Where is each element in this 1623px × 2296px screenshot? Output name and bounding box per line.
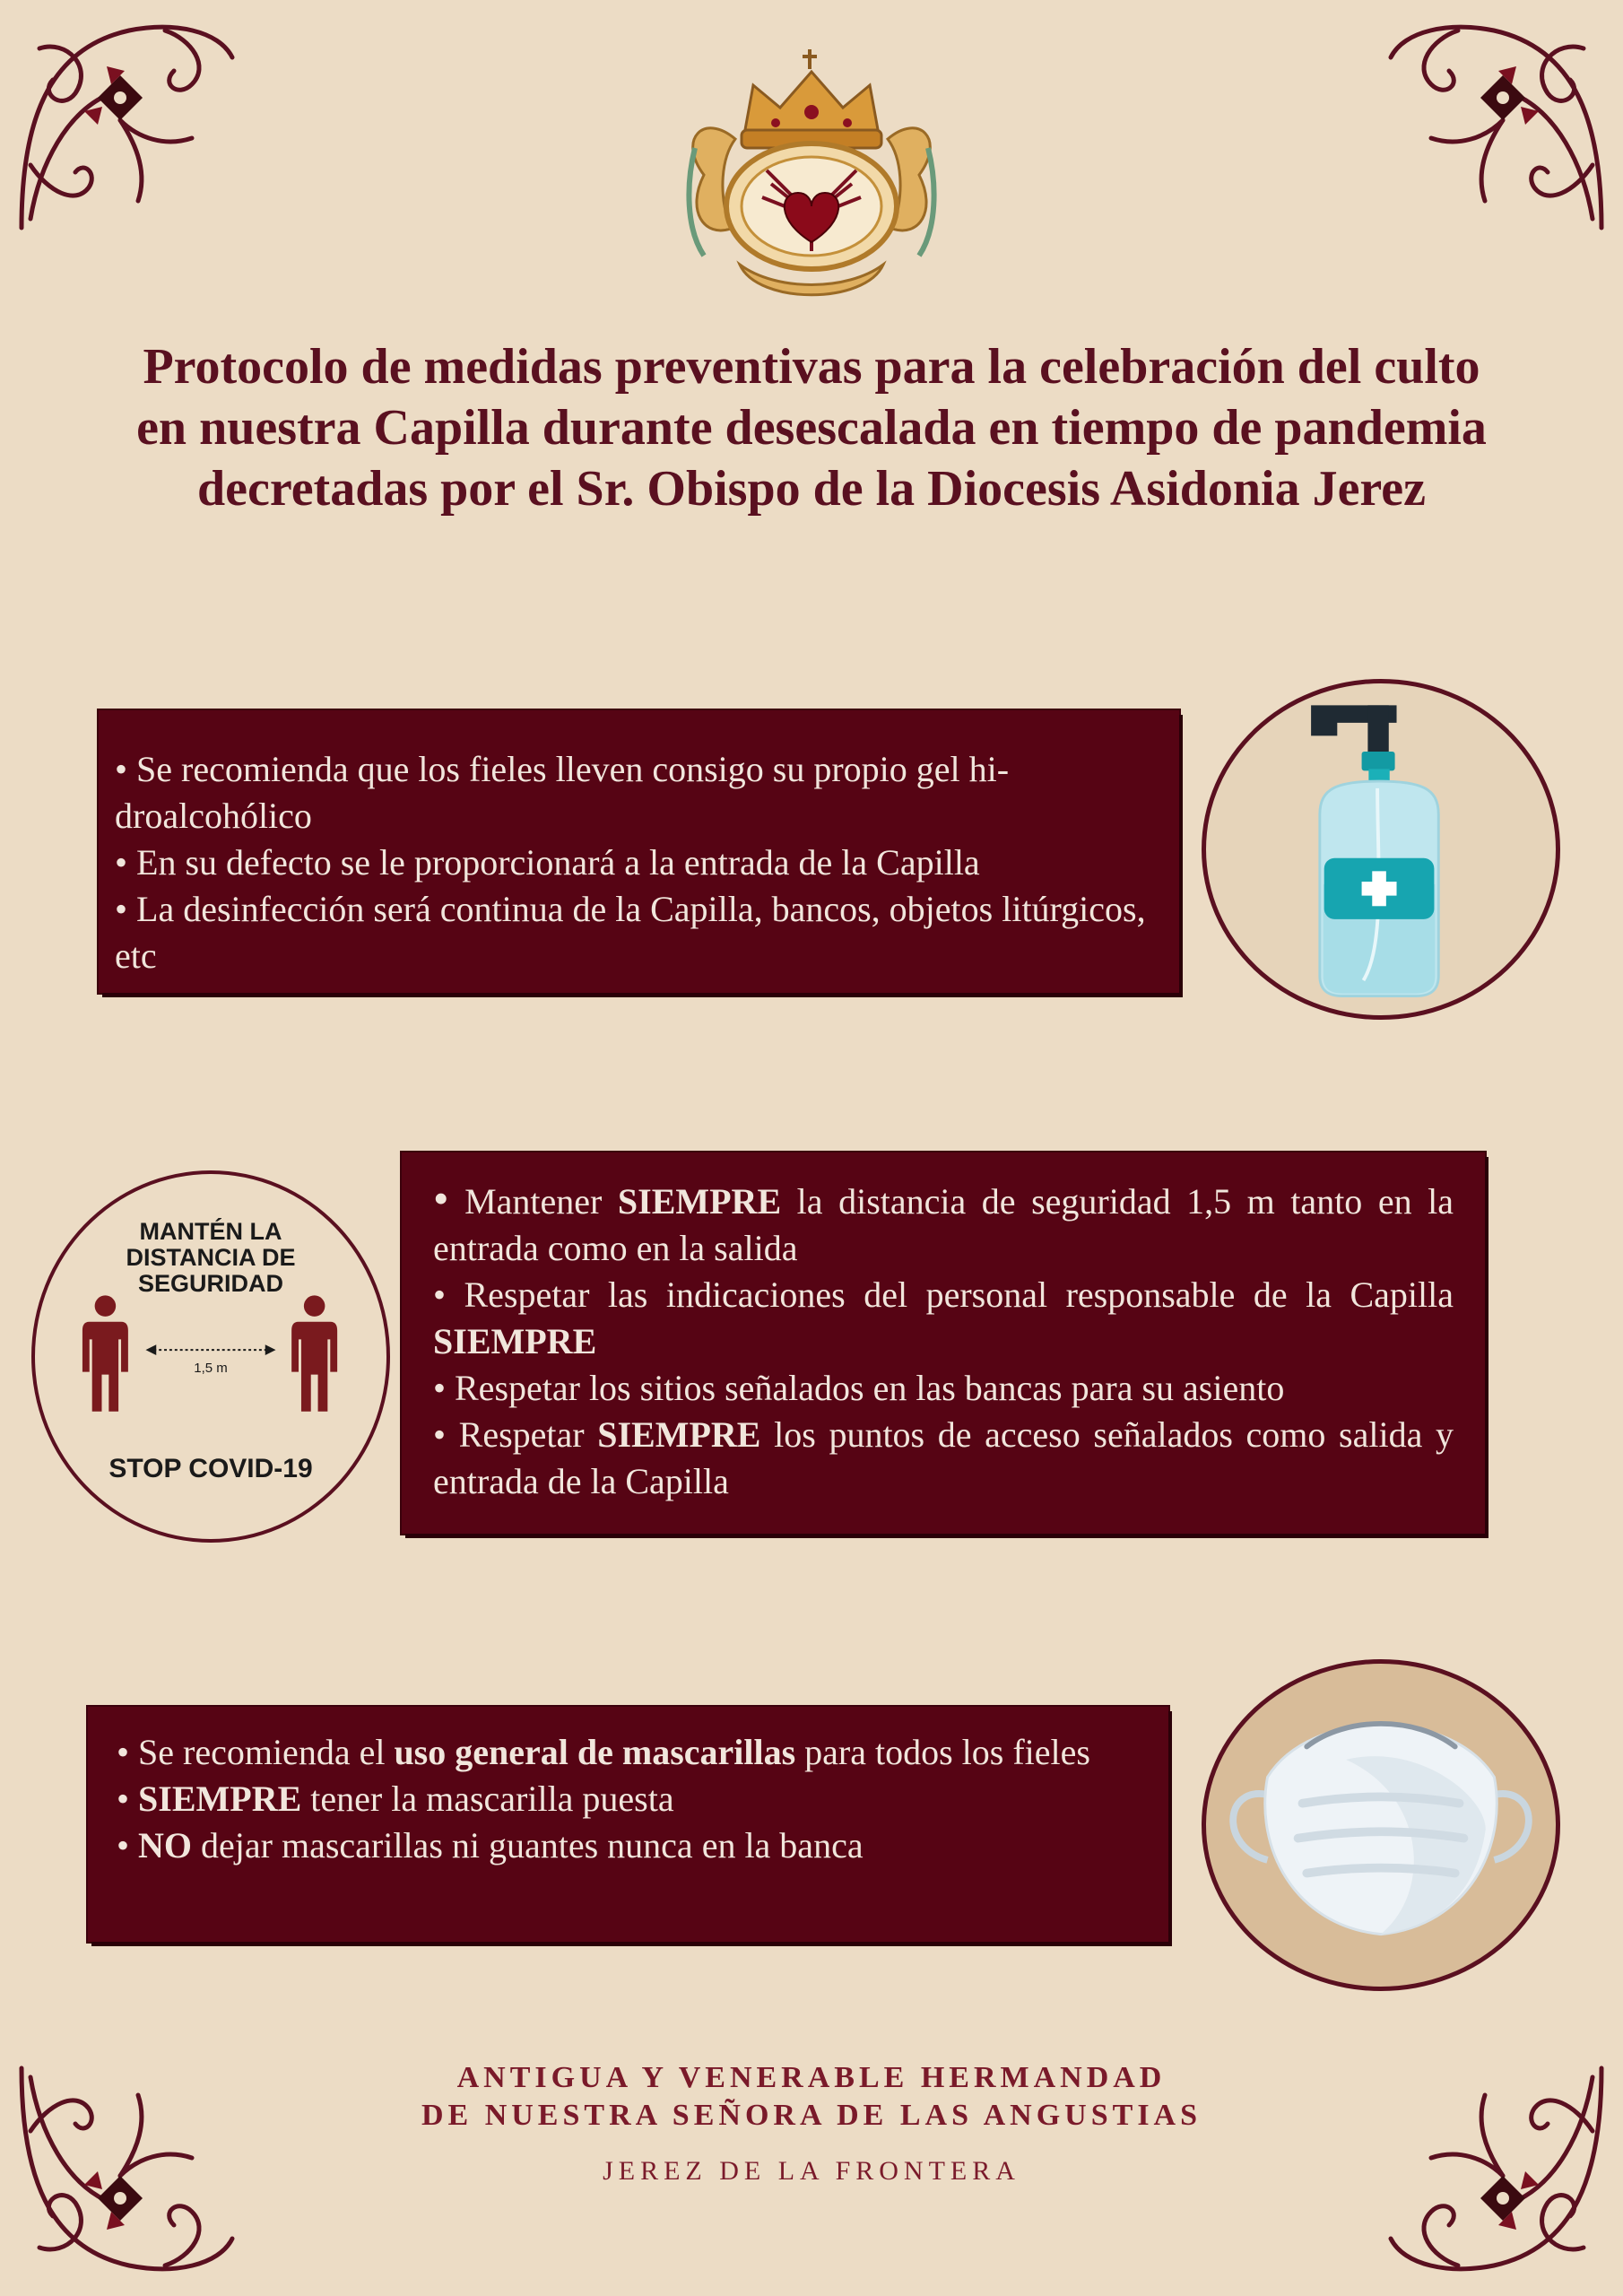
text-segment: los puntos de acceso señalados como salida y entrada de la Capilla bbox=[433, 1414, 1454, 1501]
ornament-icon bbox=[1377, 2050, 1610, 2283]
emphasis: uso general de mascarillas bbox=[394, 1732, 796, 1772]
page-title bbox=[27, 336, 1596, 519]
list-item: • Mantener SIEMPRE la distancia de seguridad 1,5 m tanto en la entrada como en la salida bbox=[433, 1173, 1454, 1268]
list-item: • Respetar los sitios señalados en las bancas para su asiento bbox=[433, 1368, 1285, 1408]
bullet: • bbox=[117, 1779, 139, 1819]
title-line: decretadas por el Sr. Obispo de la Diocesis Asidonia Jerez bbox=[197, 461, 1426, 517]
list-item: • Se recomienda que los fieles lleven consigo su propio gel hi-droalcohólico bbox=[115, 749, 1010, 836]
title-line: en nuestra Capilla durante desescalada en tiempo de pandemia bbox=[136, 400, 1487, 456]
corner-ornament-top-left bbox=[13, 13, 246, 246]
gel-illustration bbox=[1202, 679, 1560, 1020]
crest-icon bbox=[668, 49, 955, 309]
emphasis: SIEMPRE bbox=[138, 1779, 302, 1819]
footer-organization-line2: DE NUESTRA SEÑORA DE LAS ANGUSTIAS bbox=[421, 2099, 1202, 2132]
emphasis: NO bbox=[138, 1825, 193, 1866]
distance-label: 1,5 m bbox=[194, 1361, 228, 1376]
footer-organization-line1: ANTIGUA Y VENERABLE HERMANDAD bbox=[456, 2061, 1167, 2094]
title-line: Protocolo de medidas preventivas para la celebración del culto bbox=[143, 339, 1480, 395]
list-item bbox=[433, 1412, 1454, 1505]
distance-measures-panel bbox=[402, 1152, 1485, 1534]
corner-ornament-top-right bbox=[1377, 13, 1610, 246]
emphasis: SIEMPRE bbox=[597, 1414, 761, 1455]
distance-sign-heading: MANTÉN LA DISTANCIA DE SEGURIDAD bbox=[126, 1218, 296, 1297]
gel-measures-panel bbox=[99, 710, 1179, 993]
footer-city: JEREZ DE LA FRONTERA bbox=[603, 2156, 1020, 2186]
distance-sign-footer: STOP COVID-19 bbox=[108, 1454, 313, 1483]
text-segment: • Respetar las indicaciones del personal responsable de la Capilla bbox=[433, 1274, 1454, 1315]
corner-ornament-bottom-left bbox=[13, 2050, 246, 2283]
text-segment: • Respetar bbox=[433, 1414, 598, 1455]
corner-ornament-bottom-right bbox=[1377, 2050, 1610, 2283]
list-item bbox=[433, 1272, 1454, 1365]
list-item bbox=[117, 1729, 1133, 1776]
list-item bbox=[117, 1822, 1133, 1869]
text-segment: Mantener bbox=[464, 1181, 618, 1222]
text-segment: • Se recomienda el bbox=[117, 1732, 395, 1772]
text-segment: dejar mascarillas ni guantes nunca en la banca bbox=[192, 1825, 864, 1866]
ornament-icon bbox=[1377, 13, 1610, 246]
text-segment: la distancia de seguridad 1,5 m tanto en la entrada como en la salida bbox=[433, 1181, 1454, 1268]
mask-illustration bbox=[1202, 1659, 1560, 1991]
face-mask-icon bbox=[1206, 1664, 1556, 1987]
emphasis: SIEMPRE bbox=[617, 1181, 782, 1222]
list-item: • En su defecto se le proporcionará a la entrada de la Capilla bbox=[115, 842, 980, 883]
text-segment: tener la mascarilla puesta bbox=[301, 1779, 674, 1819]
list-item bbox=[117, 1776, 1133, 1822]
emphasis: SIEMPRE bbox=[433, 1321, 597, 1361]
hand-sanitizer-icon bbox=[1206, 683, 1556, 1015]
text-segment: para todos los fieles bbox=[795, 1732, 1090, 1772]
bullet: • bbox=[117, 1825, 139, 1866]
ornament-icon bbox=[13, 13, 246, 246]
mask-measures-panel bbox=[88, 1707, 1168, 1942]
brotherhood-crest bbox=[668, 49, 955, 309]
ornament-icon bbox=[13, 2050, 246, 2283]
distance-sign bbox=[31, 1170, 390, 1543]
list-item: • La desinfección será continua de la Capilla, bancos, objetos litúrgicos, etc bbox=[115, 889, 1146, 976]
